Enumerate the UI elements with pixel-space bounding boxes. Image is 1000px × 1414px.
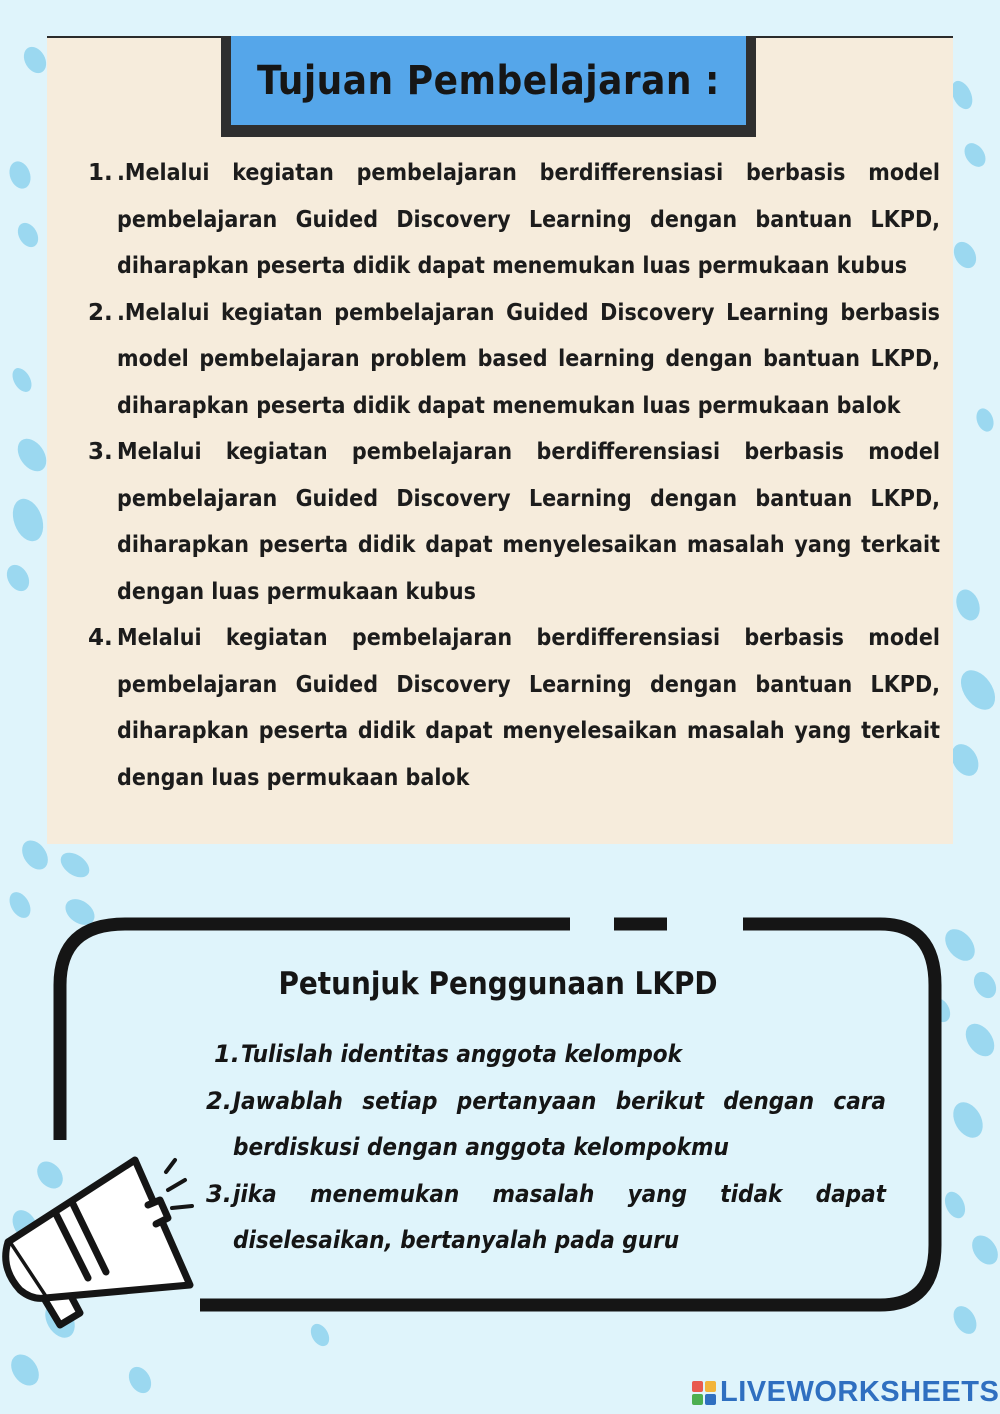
brand-name: LIVEWORKSHEETS [720, 1376, 1000, 1408]
instruction-number: 2. [206, 1086, 232, 1115]
megaphone-icon [0, 1150, 200, 1350]
goal-number: 1. [88, 160, 113, 186]
goal-number: 4. [88, 625, 113, 651]
instruction-text: Tulislah identitas anggota kelompok [241, 1040, 682, 1068]
learning-goals-title: Tujuan Pembelajaran : [257, 57, 720, 104]
instructions-list [206, 1031, 886, 1264]
instruction-number: 1. [214, 1040, 240, 1068]
goal-text: Melalui kegiatan pembelajaran berdifferensiasi berbasis model pembelajaran Guided Discovery Learning dengan bantuan LKPD, diharapkan peserta didik dapat menyelesaikan masalah yang terkait dengan luas permukaan kubus [117, 439, 940, 605]
liveworksheets-brand [692, 1376, 999, 1409]
goal-number: 2. [88, 299, 113, 326]
instruction-item [206, 1078, 886, 1171]
goal-text: .Melalui kegiatan pembelajaran Guided Discovery Learning berbasis model pembelajaran problem based learning dengan bantuan LKPD, diharapkan peserta didik dapat menemukan luas permukaan balok [117, 299, 940, 419]
instruction-number: 3. [206, 1179, 232, 1208]
instruction-text: Jawablah setiap pertanyaan berikut dengan cara berdiskusi dengan anggota kelompokmu [233, 1086, 886, 1161]
goal-text: Melalui kegiatan pembelajaran berdifferensiasi berbasis model pembelajaran Guided Discovery Learning dengan bantuan LKPD, diharapkan peserta didik dapat menyelesaikan masalah yang terkait dengan luas permukaan balok [117, 625, 940, 791]
goal-number: 3. [88, 439, 113, 465]
instructions-title: Petunjuk Penggunaan LKPD [278, 966, 718, 1002]
instruction-item [206, 1031, 886, 1078]
instruction-text: jika menemukan masalah yang tidak dapat diselesaikan, bertanyalah pada guru [233, 1179, 886, 1254]
instruction-item [206, 1171, 886, 1264]
goal-text: .Melalui kegiatan pembelajaran berdifferensiasi berbasis model pembelajaran Guided Discovery Learning dengan bantuan LKPD, diharapkan peserta didik dapat menemukan luas permukaan kubus [117, 160, 940, 279]
liveworksheets-logo-icon [692, 1381, 716, 1405]
